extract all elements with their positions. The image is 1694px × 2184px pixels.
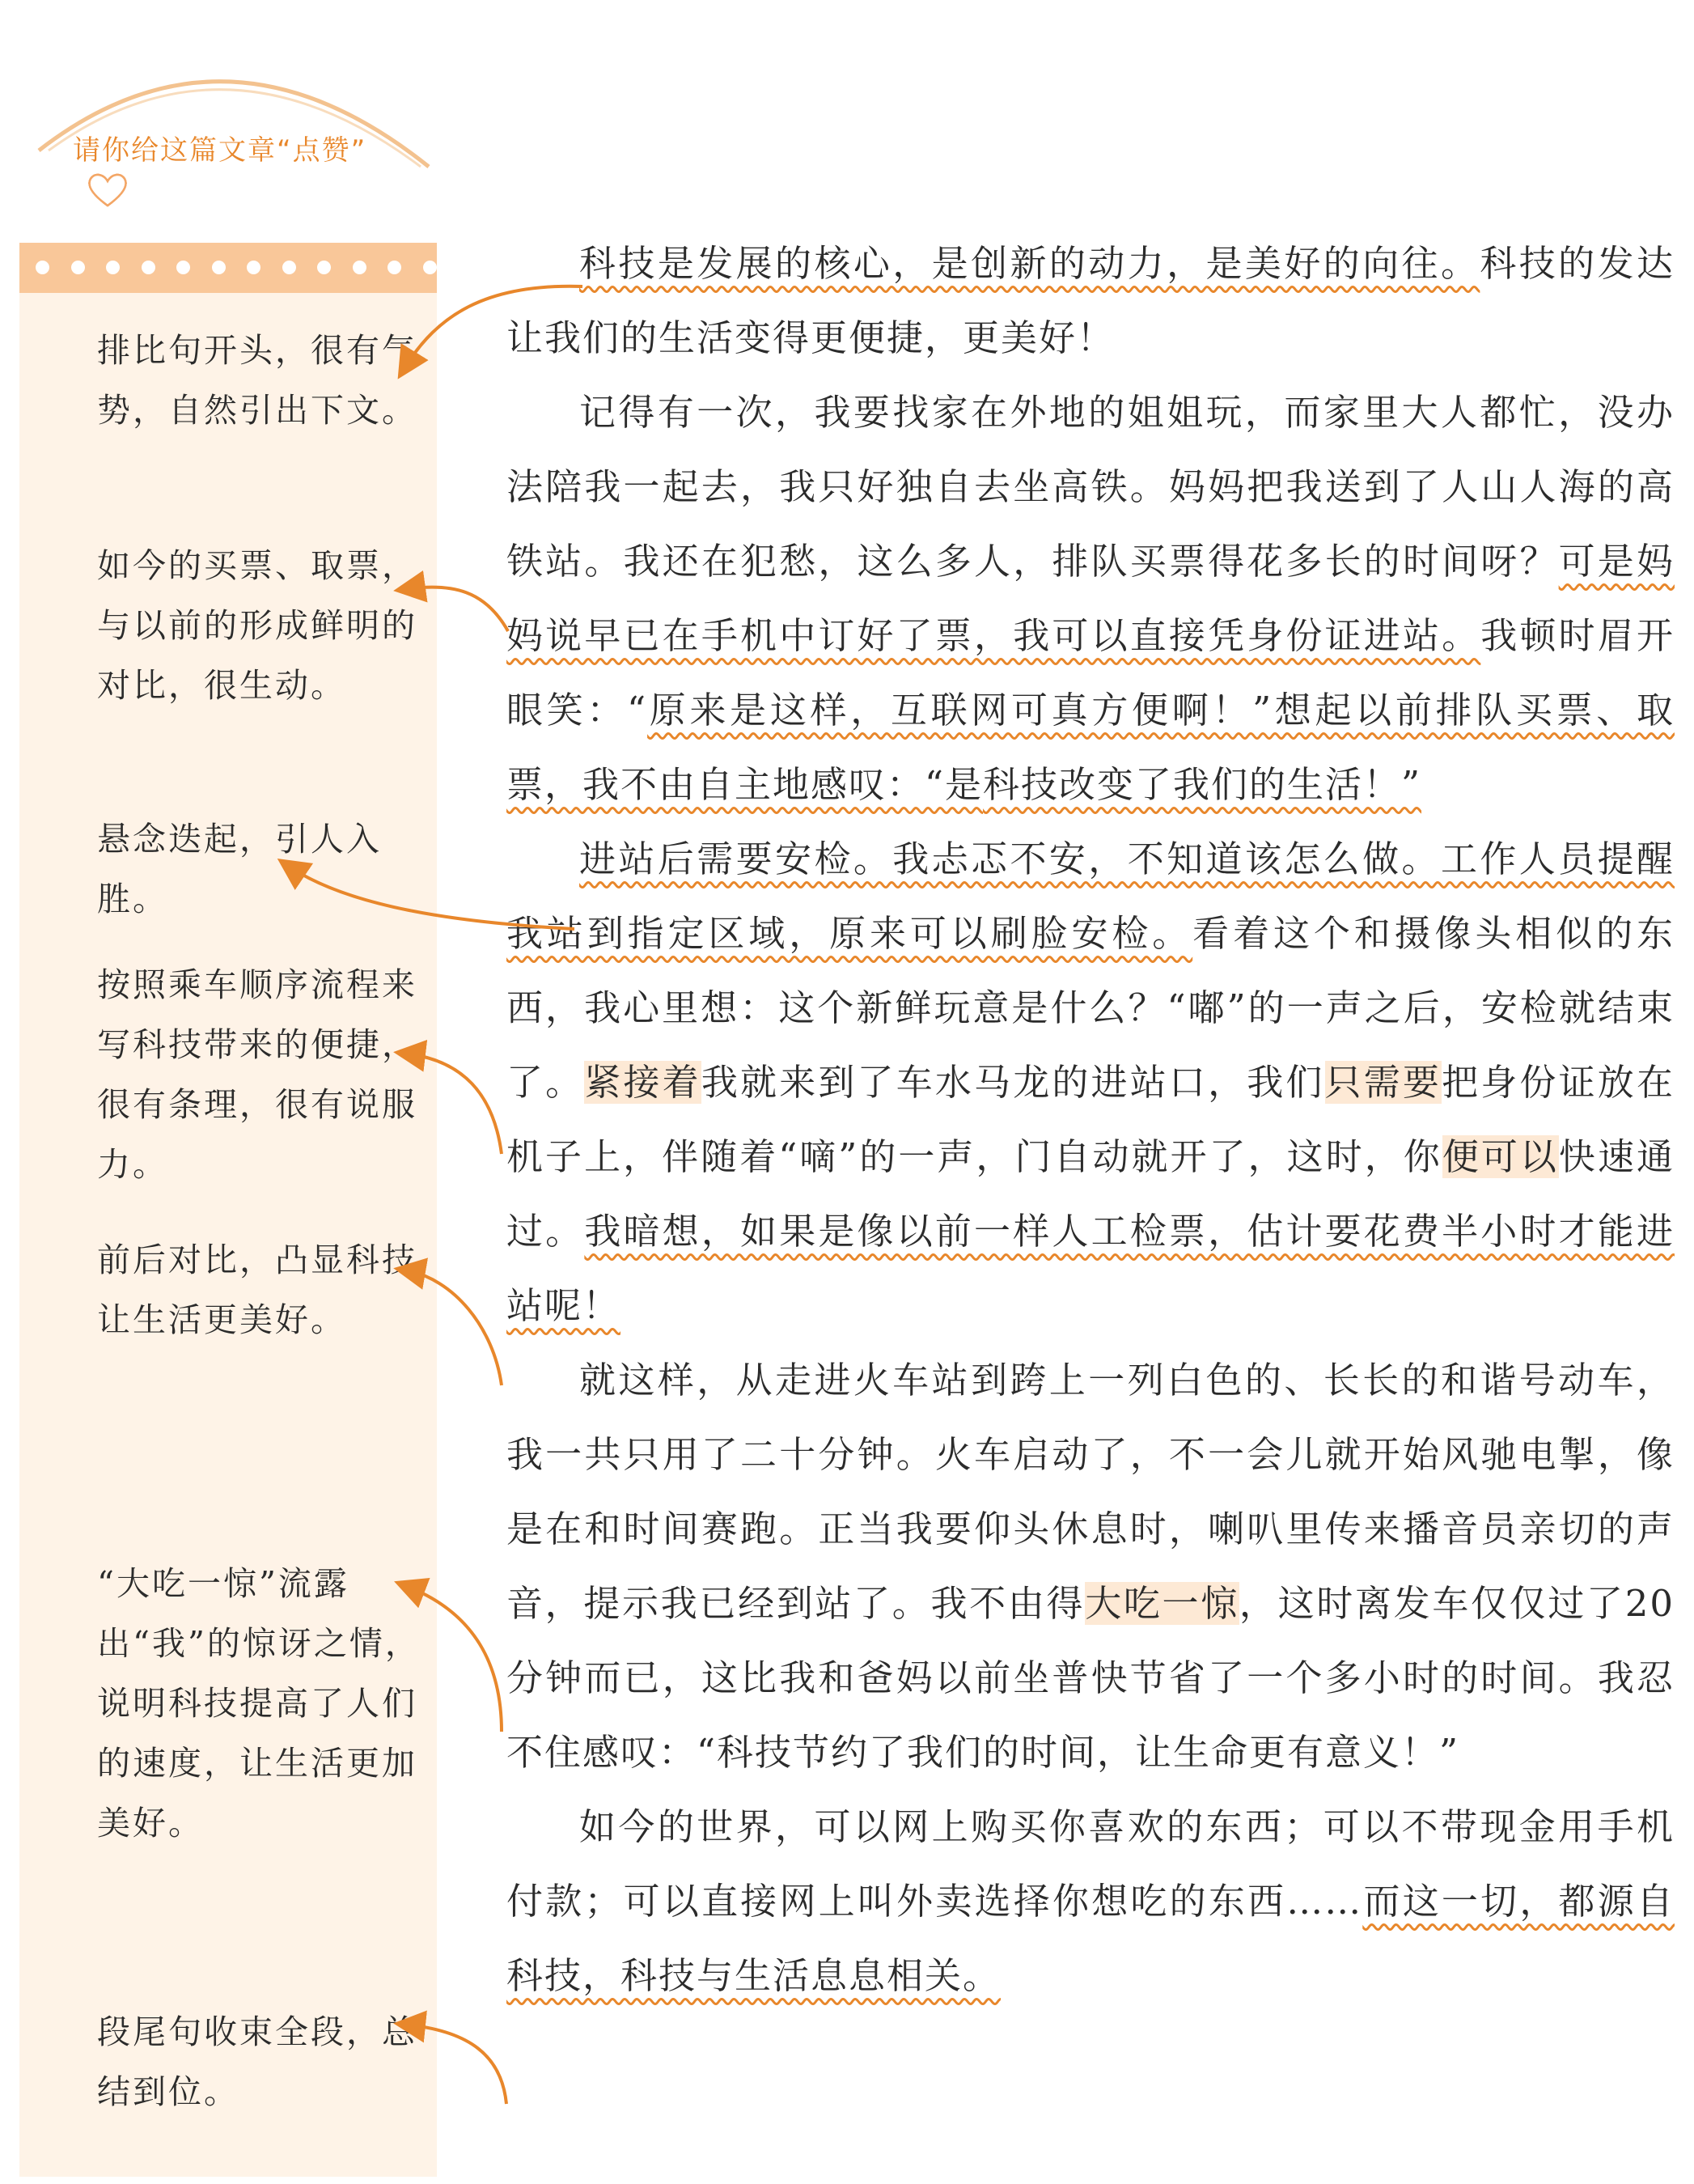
annotation-note: 按照乘车顺序流程来写科技带来的便捷，很有条理，很有说服力。 xyxy=(97,965,417,1184)
wavy-underline-text: 而这一切，都源自科技，科技与生活息息相关。 xyxy=(506,1880,1675,1997)
highlighted-word: 紧接着 xyxy=(584,1061,701,1104)
arrow-icon xyxy=(288,866,574,929)
paragraph-text: 把身份证放在机子上，伴随着“嘀”的一声，门自动就开了，这时，你 xyxy=(506,1061,1675,1178)
paragraph-text: 就这样，从走进火车站到跨上一列白色的、长长的和谐号动车，我一共只用了二十分钟。火车启动了，不一会儿就开始风驰电掣，像是在和时间赛跑。正当我要仰头休息时，喇叭里传来播音员亲切的声音，提示我已经到站了。我不由得 xyxy=(506,1359,1675,1625)
annotation-note: 排比句开头，很有气势，自然引出下文。 xyxy=(97,331,417,430)
arrow-icon xyxy=(406,1270,502,1385)
paragraph-text: 科技的发达让我们的生活变得更便捷，更美好！ xyxy=(506,242,1675,359)
arrow-icon xyxy=(406,2025,506,2104)
annotation-note: “大吃一惊”流露出“我”的惊讶之情，说明科技提高了人们的速度，让生活更加美好。 xyxy=(97,1564,421,1843)
annotation-note: 悬念迭起，引人入胜。 xyxy=(97,820,382,918)
annotation-note: 前后对比，凸显科技让生活更美好。 xyxy=(97,1240,417,1339)
wavy-underline-text: 科技是发展的核心，是创新的动力，是美好的向往。 xyxy=(579,242,1480,285)
annotation-note: 如今的买票、取票，与以前的形成鲜明的对比，很生动。 xyxy=(97,546,417,705)
paragraph-text: 我顿时眉开眼笑：“ xyxy=(506,614,1675,732)
wavy-underline-text: 进站后需要安检。我忐忑不安，不知道该怎么做。工作人员提醒我站到指定区域，原来可以刷脸安检。 xyxy=(506,838,1675,955)
paragraph-text: 我就来到了车水马龙的进站口，我们 xyxy=(701,1061,1325,1104)
arrow-icon xyxy=(406,1054,502,1154)
arrow-icon xyxy=(404,286,582,368)
paragraph-text: 如今的世界，可以网上购买你喜欢的东西；可以不带现金用手机付款；可以直接网上叫外卖选择你想吃的东西…… xyxy=(506,1805,1675,1923)
wavy-underline-text: 可是妈妈说早已在手机中订好了票，我可以直接凭身份证进站。 xyxy=(506,540,1675,657)
paragraph-text: 快速通过。 xyxy=(506,1135,1675,1253)
badge-title: 请你给这篇文章“点赞” xyxy=(73,134,367,167)
paragraph-text: 记得有一次，我要找家在外地的姐姐玩，而家里大人都忙，没办法陪我一起去，我只好独自去坐高铁。妈妈把我送到了人山人海的高铁站。我还在犯愁，这么多人，排队买票得花多长的时间呀？ xyxy=(506,391,1675,583)
paragraph-text: 看着这个和摄像头相似的东西，我心里想：这个新鲜玩意是什么？“嘟”的一声之后，安检就结束了。 xyxy=(506,912,1675,1104)
arrow-icon xyxy=(406,1586,502,1732)
arrow-icon xyxy=(406,587,508,631)
highlighted-word: 只需要 xyxy=(1324,1061,1442,1104)
highlighted-word: 便可以 xyxy=(1442,1135,1559,1178)
paragraph-text: ，这时离发车仅仅过了20分钟而已，这比我和爸妈以前坐普快节省了一个多小时的时间。我忍不住感叹：“科技节约了我们的时间，让生命更有意义！” xyxy=(506,1582,1675,1774)
annotation-note: 段尾句收束全段，总结到位。 xyxy=(97,2012,417,2111)
wavy-underline-text: 科技改变了我们的生活！” xyxy=(983,763,1422,806)
wavy-underline-text: 原来是这样，互联网可真方便啊！”想起以前排队买票、取票，我不由自主地感叹：“是 xyxy=(506,689,1675,806)
wavy-underline-text: 我暗想，如果是像以前一样人工检票，估计要花费半小时才能进站呢！ xyxy=(506,1210,1675,1327)
highlighted-word: 大吃一惊 xyxy=(1085,1582,1239,1625)
